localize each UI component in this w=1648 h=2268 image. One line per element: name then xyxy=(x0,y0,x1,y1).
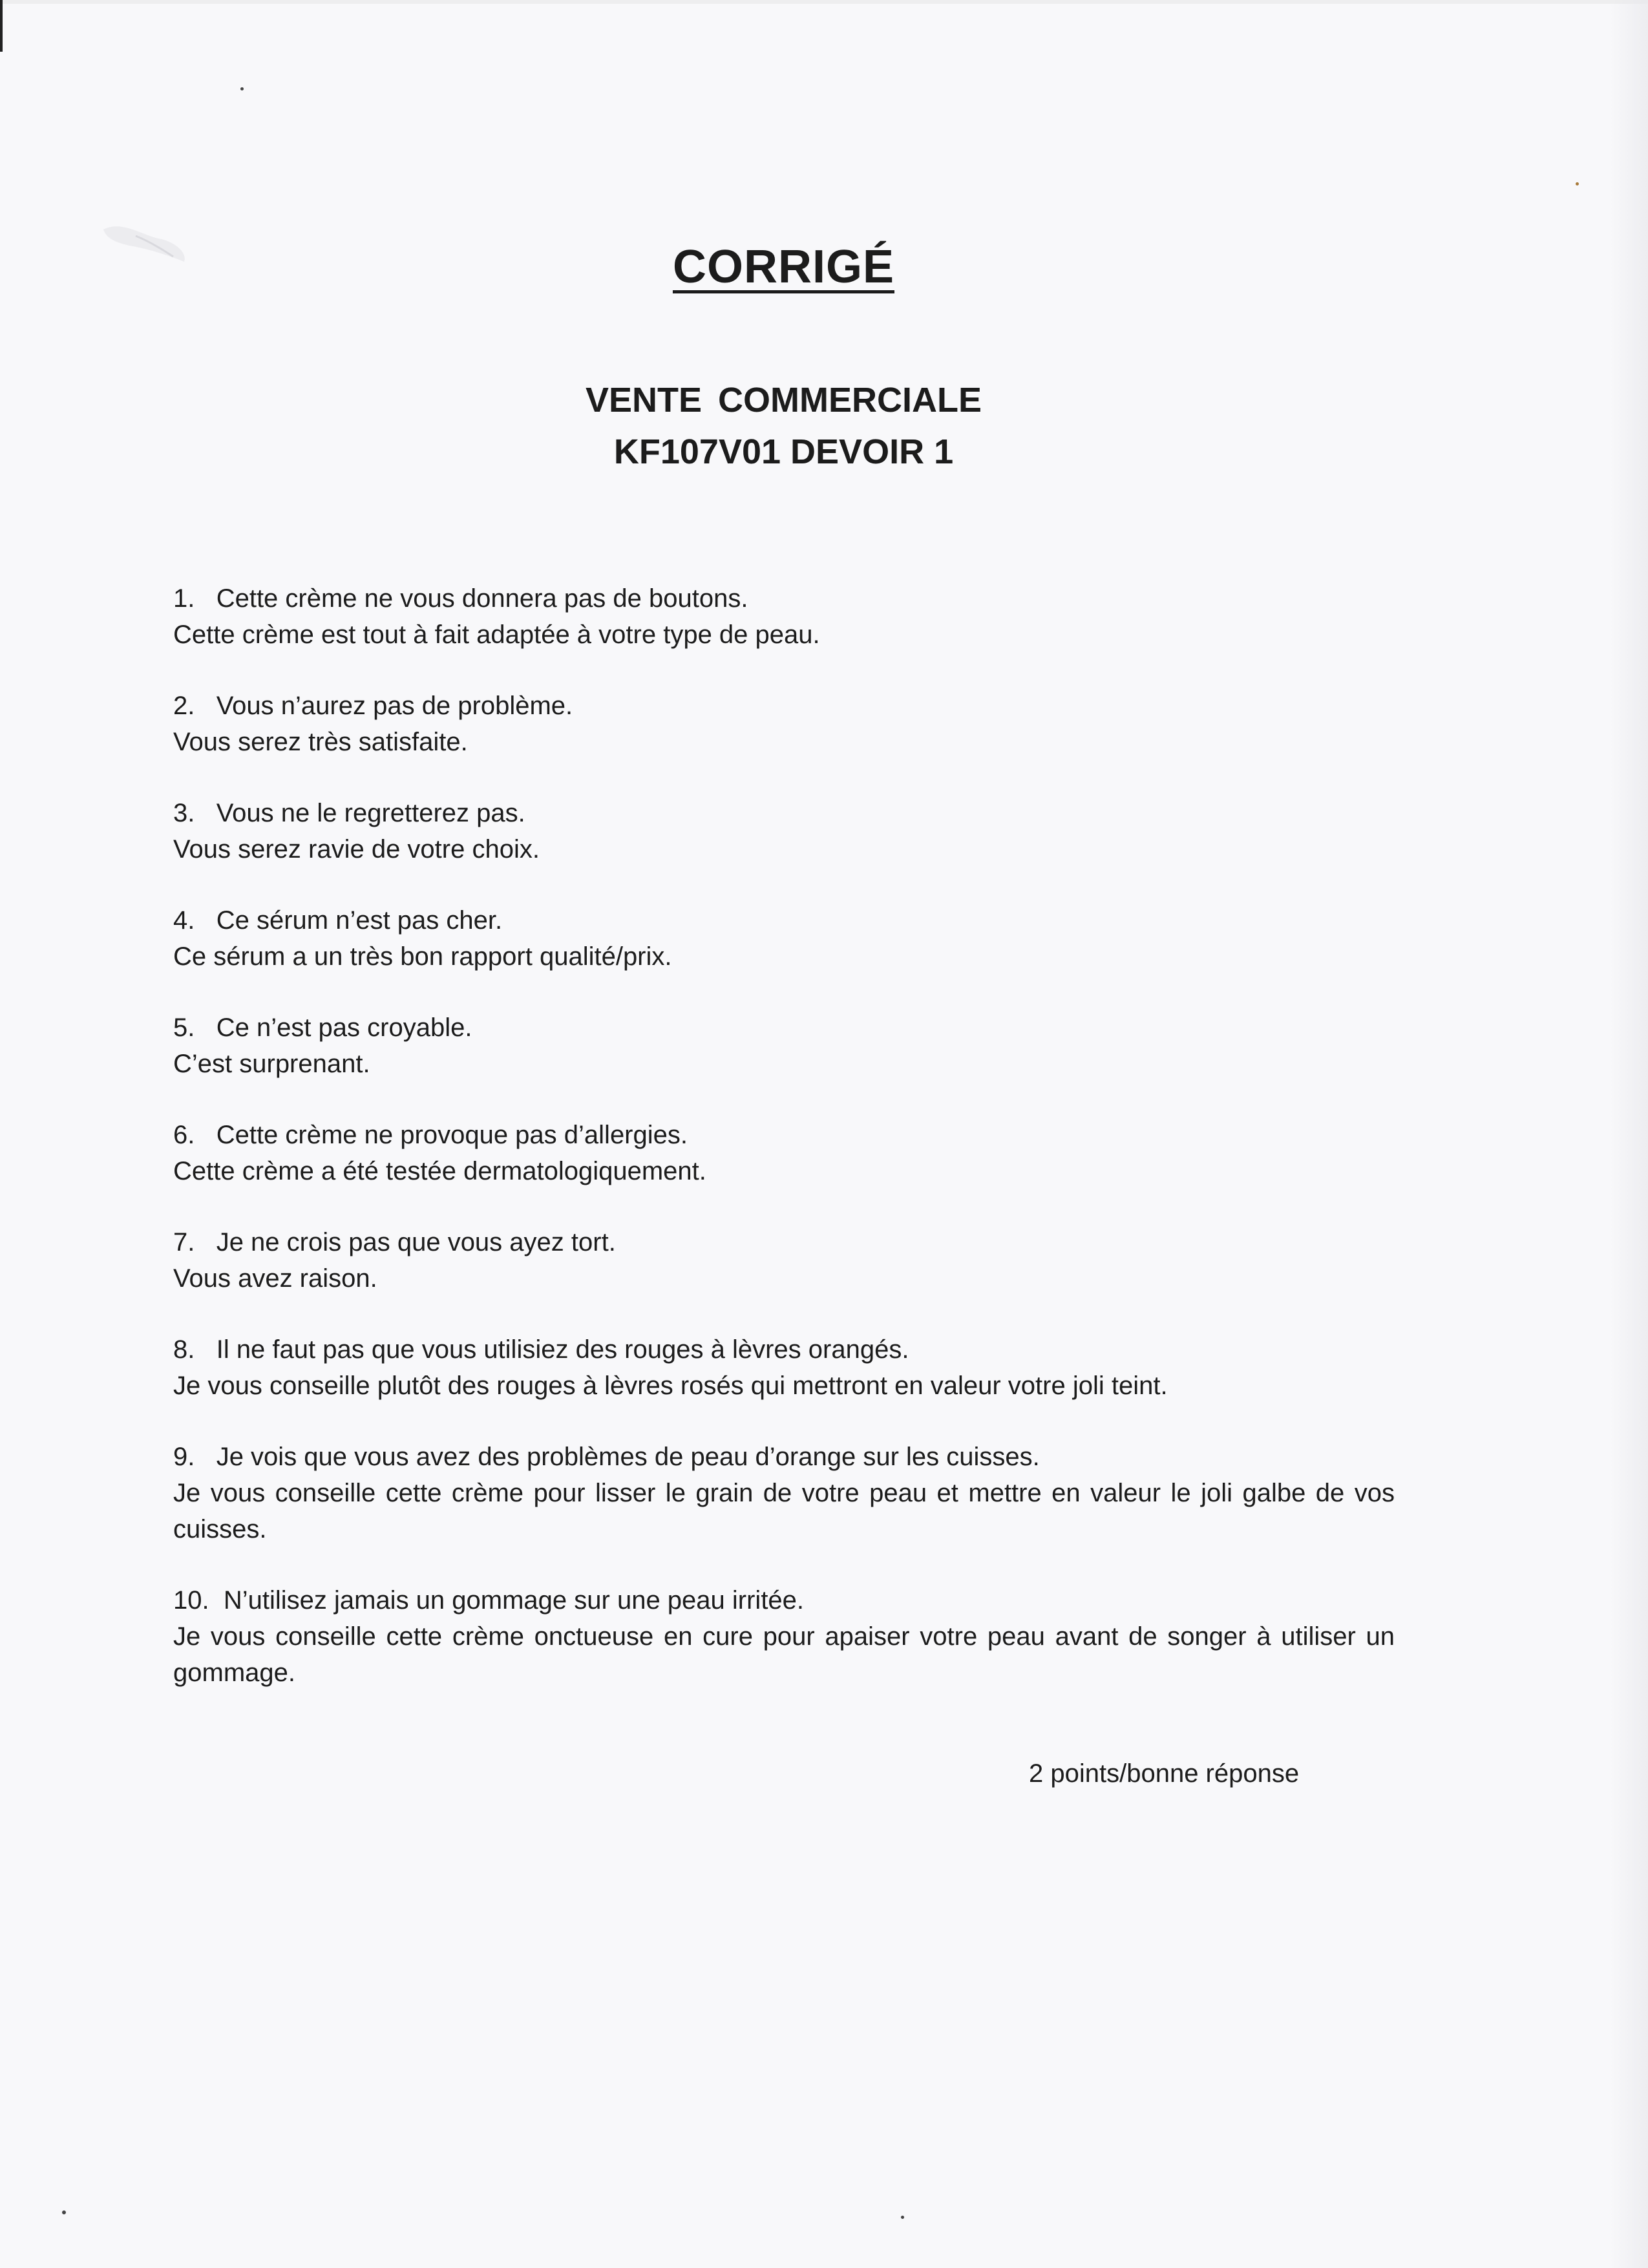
course-title: VENTE COMMERCIALE xyxy=(585,381,982,419)
assignment-code: KF107V01 DEVOIR 1 xyxy=(613,432,954,471)
original-sentence: 3. Vous ne le regretterez pas. xyxy=(173,799,525,827)
reformulated-sentence: Cette crème est tout à fait adaptée à votre type de peau. xyxy=(173,620,820,649)
paper-speck xyxy=(240,87,244,90)
scan-edge xyxy=(0,0,1648,4)
scoring-note: 2 points/bonne réponse xyxy=(1029,1759,1300,1788)
paper-speck xyxy=(901,2216,904,2219)
paper-speck xyxy=(62,2210,66,2214)
original-sentence: 4. Ce sérum n’est pas cher. xyxy=(173,906,503,935)
answer-item xyxy=(173,1224,1395,1297)
reformulated-sentence: Je vous conseille cette crème pour lisser le grain de votre peau et mettre en valeur le joli galbe de vos cuisses. xyxy=(173,1479,1395,1543)
reformulated-sentence: Je vous conseille plutôt des rouges à lèvres rosés qui mettront en valeur votre joli teint. xyxy=(173,1372,1168,1400)
reformulated-sentence: C’est surprenant. xyxy=(173,1050,370,1078)
reformulated-sentence: Ce sérum a un très bon rapport qualité/prix. xyxy=(173,942,672,971)
original-sentence: 5. Ce n’est pas croyable. xyxy=(173,1013,472,1042)
original-sentence: 2. Vous n’aurez pas de problème. xyxy=(173,692,573,720)
answer-item xyxy=(173,688,1395,760)
page-title xyxy=(0,240,1567,293)
answer-list xyxy=(173,580,1395,1726)
original-sentence: 8. Il ne faut pas que vous utilisiez des rouges à lèvres orangés. xyxy=(173,1335,909,1364)
answer-item xyxy=(173,1010,1395,1082)
reformulated-sentence: Cette crème a été testée dermatologiquement. xyxy=(173,1157,706,1185)
answer-item xyxy=(173,1582,1395,1691)
answer-item xyxy=(173,1331,1395,1404)
reformulated-sentence: Je vous conseille cette crème onctueuse en cure pour apaiser votre peau avant de songer à utiliser un gommage. xyxy=(173,1622,1395,1687)
answer-item xyxy=(173,795,1395,867)
original-sentence: 1. Cette crème ne vous donnera pas de boutons. xyxy=(173,584,748,613)
answer-item xyxy=(173,902,1395,975)
original-sentence: 9. Je vois que vous avez des problèmes de peau d’orange sur les cuisses. xyxy=(173,1443,1040,1471)
answer-item xyxy=(173,580,1395,653)
original-sentence: 7. Je ne crois pas que vous ayez tort. xyxy=(173,1228,616,1256)
answer-item xyxy=(173,1117,1395,1189)
answer-item xyxy=(173,1439,1395,1547)
scan-edge-mark xyxy=(0,0,3,52)
page-title-text: CORRIGÉ xyxy=(672,241,895,293)
original-sentence: 10. N’utilisez jamais un gommage sur une peau irritée. xyxy=(173,1586,805,1615)
paper-speck xyxy=(1576,182,1579,185)
reformulated-sentence: Vous serez très satisfaite. xyxy=(173,728,468,756)
page-shadow xyxy=(1609,0,1648,2268)
reformulated-sentence: Vous serez ravie de votre choix. xyxy=(173,835,540,864)
reformulated-sentence: Vous avez raison. xyxy=(173,1264,377,1293)
original-sentence: 6. Cette crème ne provoque pas d’allergies. xyxy=(173,1121,688,1149)
